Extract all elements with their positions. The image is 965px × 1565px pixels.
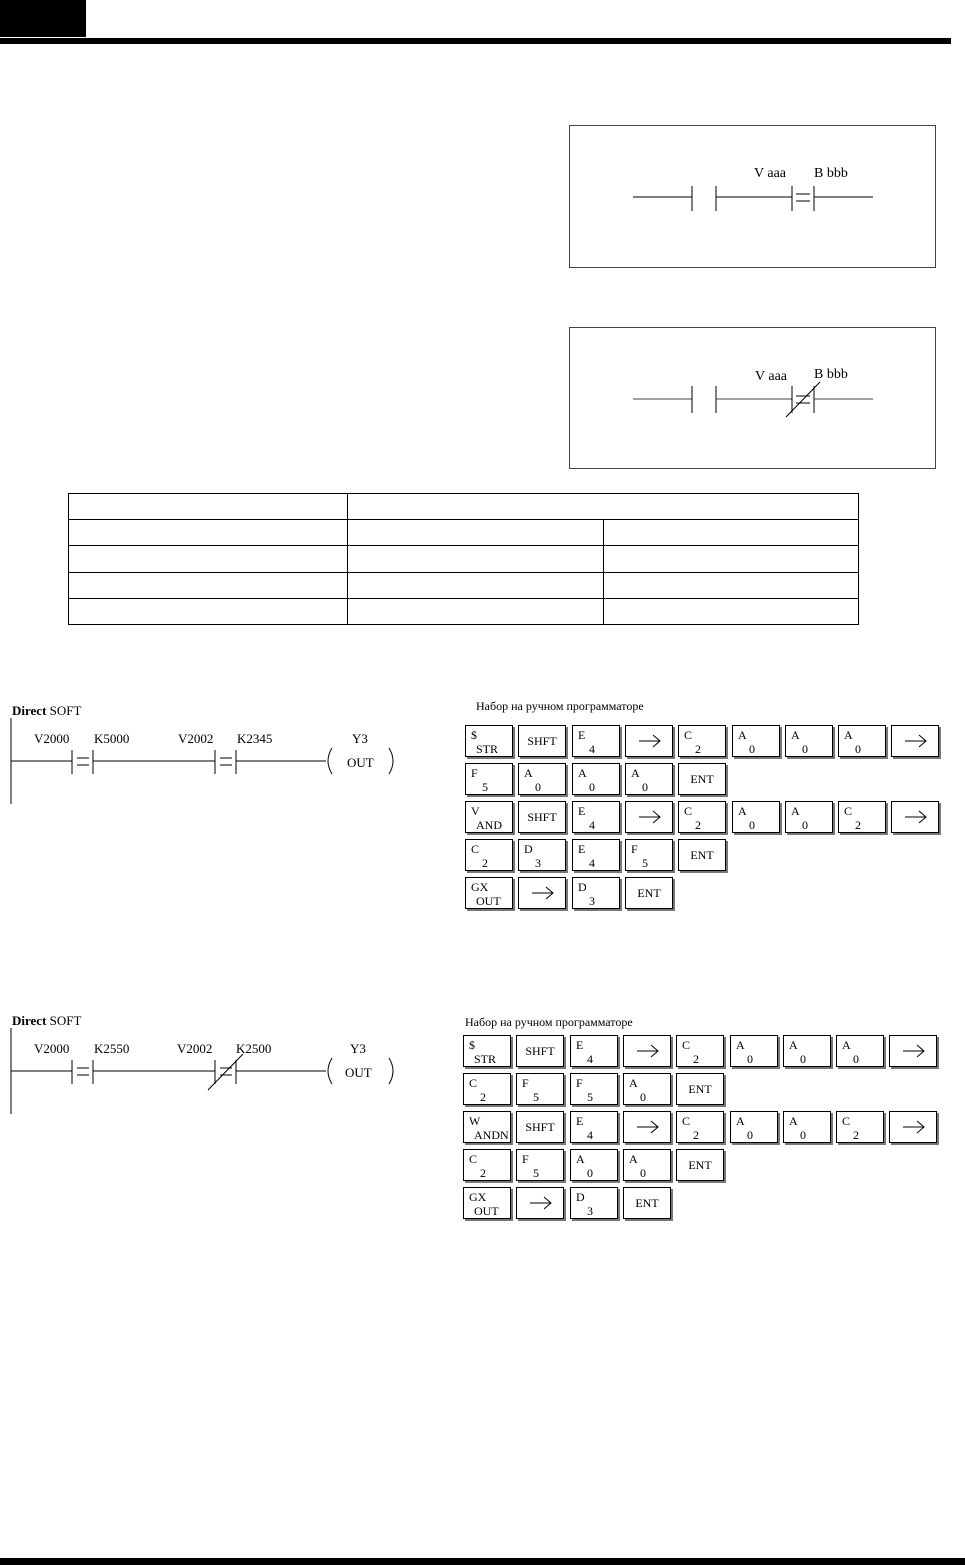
table-row (69, 546, 859, 572)
equal-b-label: B bbb (814, 166, 848, 181)
key-main-label: 0 (640, 1166, 646, 1180)
key-shift-label: GX (469, 1190, 487, 1204)
table-row (69, 520, 859, 546)
arrow-key[interactable] (625, 725, 673, 757)
equal-symbol-box (569, 125, 936, 268)
key-5[interactable] (625, 839, 673, 871)
example2-contact2-constant: K2500 (236, 1041, 272, 1056)
key-main-label: 0 (802, 742, 808, 756)
key-main-label: 3 (587, 1204, 593, 1218)
arrow-key[interactable] (623, 1035, 671, 1067)
key-4[interactable] (570, 1111, 618, 1143)
arrow-key[interactable] (891, 725, 939, 757)
key-shift-label: D (576, 1190, 585, 1204)
example2-handheld-title: Набор на ручном программаторе (465, 1015, 633, 1029)
example1-contact1-constant: K5000 (94, 731, 130, 746)
key-2[interactable] (676, 1035, 724, 1067)
key-0[interactable] (838, 725, 886, 757)
key-out[interactable] (465, 877, 513, 909)
key-main-label: STR (476, 742, 499, 756)
table-cell (69, 520, 348, 546)
key-0[interactable] (623, 1073, 671, 1105)
right-arrow-icon (904, 810, 928, 824)
key-shift-label: A (844, 728, 853, 742)
key-shift-label: E (578, 728, 586, 742)
key-main-label: 0 (642, 780, 648, 794)
key-main-label: 0 (855, 742, 861, 756)
table-cell (69, 546, 348, 572)
key-shift-label: E (576, 1038, 584, 1052)
key-main-label: 5 (642, 856, 648, 870)
key-0[interactable] (570, 1149, 618, 1181)
arrow-key[interactable] (625, 801, 673, 833)
key-ent[interactable] (676, 1149, 724, 1181)
table-cell (69, 598, 348, 624)
key-main-label: 4 (587, 1052, 593, 1066)
right-arrow-icon (531, 886, 555, 900)
equal-symbol-diagram (570, 126, 935, 267)
key-0[interactable] (572, 763, 620, 795)
right-arrow-icon (529, 1196, 553, 1210)
example1-coil-text: OUT (347, 755, 374, 770)
key-shift-label: A (738, 728, 747, 742)
key-label: ENT (635, 1196, 659, 1210)
key-2[interactable] (838, 801, 886, 833)
table-cell (604, 546, 859, 572)
key-main-label: 0 (800, 1052, 806, 1066)
key-5[interactable] (465, 763, 513, 795)
key-0[interactable] (625, 763, 673, 795)
key-str[interactable] (463, 1035, 511, 1067)
example2-coil-text: OUT (345, 1065, 372, 1080)
key-shift-label: A (576, 1152, 585, 1166)
key-0[interactable] (783, 1035, 831, 1067)
key-shift-label: D (578, 880, 587, 894)
key-shift-label: C (469, 1076, 478, 1090)
key-main-label: 2 (482, 856, 488, 870)
key-main-label: 0 (587, 1166, 593, 1180)
key-main-label: 3 (535, 856, 541, 870)
table-cell (69, 494, 348, 520)
key-shift-label: A (791, 728, 800, 742)
key-main-label: 2 (693, 1128, 699, 1142)
key-shift-label: A (738, 804, 747, 818)
key-shift-label: A (789, 1038, 798, 1052)
key-shift-label: W (469, 1114, 481, 1128)
key-2[interactable] (678, 725, 726, 757)
key-main-label: 0 (749, 818, 755, 832)
key-main-label: 2 (480, 1166, 486, 1180)
key-label: SHFT (525, 1044, 555, 1058)
key-5[interactable] (516, 1149, 564, 1181)
example2-title-soft: SOFT (49, 1013, 82, 1028)
key-4[interactable] (572, 725, 620, 757)
key-shift-label: A (842, 1038, 851, 1052)
header-tab (0, 0, 86, 37)
key-main-label: 4 (589, 818, 595, 832)
key-0[interactable] (732, 725, 780, 757)
key-out[interactable] (463, 1187, 511, 1219)
key-0[interactable] (783, 1111, 831, 1143)
example2-contact1-address: V2000 (34, 1041, 70, 1056)
key-label: ENT (688, 1082, 712, 1096)
key-shift-label: C (471, 842, 480, 856)
key-2[interactable] (836, 1111, 884, 1143)
key-main-label: ANDN (474, 1128, 509, 1142)
example2-contact2-address: V2002 (177, 1041, 213, 1056)
key-shift-label: A (789, 1114, 798, 1128)
right-arrow-icon (636, 1120, 660, 1134)
key-label: SHFT (527, 734, 557, 748)
right-arrow-icon (902, 1120, 926, 1134)
key-main-label: 0 (802, 818, 808, 832)
key-shift-label: $ (471, 728, 477, 742)
key-shift-label: A (791, 804, 800, 818)
key-label: SHFT (525, 1120, 555, 1134)
key-shift-label: A (736, 1038, 745, 1052)
example1-contact1-address: V2000 (34, 731, 70, 746)
key-shift-label: A (736, 1114, 745, 1128)
table-cell (348, 598, 604, 624)
key-str[interactable] (465, 725, 513, 757)
right-arrow-icon (904, 734, 928, 748)
right-arrow-icon (638, 734, 662, 748)
key-main-label: 3 (589, 894, 595, 908)
key-2[interactable] (676, 1111, 724, 1143)
arrow-key[interactable] (891, 801, 939, 833)
arrow-key[interactable] (516, 1187, 564, 1219)
example2-coil-address: Y3 (350, 1041, 366, 1056)
key-main-label: 0 (747, 1128, 753, 1142)
key-shift-label: E (576, 1114, 584, 1128)
key-shift-label: C (469, 1152, 478, 1166)
key-shift-label: C (682, 1114, 691, 1128)
key-shift-label: C (842, 1114, 851, 1128)
right-arrow-icon (636, 1044, 660, 1058)
key-label: ENT (688, 1158, 712, 1172)
example2-contact1-constant: K2550 (94, 1041, 130, 1056)
key-main-label: OUT (476, 894, 501, 908)
key-main-label: 0 (749, 742, 755, 756)
key-4[interactable] (570, 1035, 618, 1067)
example1-contact2-constant: K2345 (237, 731, 273, 746)
key-shift-label: A (578, 766, 587, 780)
key-shift-label: A (629, 1152, 638, 1166)
equal-v-label: V aaa (754, 166, 786, 181)
table-row (69, 572, 859, 598)
key-0[interactable] (518, 763, 566, 795)
key-shift-label: $ (469, 1038, 475, 1052)
table-row (69, 598, 859, 624)
key-main-label: 2 (855, 818, 861, 832)
key-main-label: 5 (587, 1090, 593, 1104)
key-shift-label: E (578, 842, 586, 856)
key-shift-label: V (471, 804, 480, 818)
key-3[interactable] (572, 877, 620, 909)
table-row (69, 494, 859, 520)
key-0[interactable] (785, 801, 833, 833)
key-shift-label: GX (471, 880, 489, 894)
key-main-label: 4 (587, 1128, 593, 1142)
key-shift-label: F (522, 1076, 529, 1090)
status-table (68, 493, 859, 625)
key-main-label: 2 (695, 742, 701, 756)
key-main-label: AND (476, 818, 502, 832)
arrow-key[interactable] (623, 1111, 671, 1143)
key-label: ENT (690, 848, 714, 862)
table-cell (348, 520, 604, 546)
key-shift-label: A (631, 766, 640, 780)
key-main-label: 0 (800, 1128, 806, 1142)
key-shift-label: F (471, 766, 478, 780)
key-main-label: 4 (589, 856, 595, 870)
key-label: ENT (690, 772, 714, 786)
example1-handheld-title: Набор на ручном программаторе (476, 699, 644, 713)
key-shift-label: E (578, 804, 586, 818)
not-equal-v-label: V aaa (755, 369, 787, 384)
key-5[interactable] (516, 1073, 564, 1105)
arrow-key[interactable] (889, 1111, 937, 1143)
key-4[interactable] (572, 839, 620, 871)
arrow-key[interactable] (889, 1035, 937, 1067)
key-2[interactable] (465, 839, 513, 871)
not-equal-symbol-diagram (570, 328, 935, 468)
key-main-label: 5 (533, 1166, 539, 1180)
key-0[interactable] (730, 1035, 778, 1067)
key-shift-label: C (684, 728, 693, 742)
key-2[interactable] (463, 1073, 511, 1105)
key-shft[interactable] (516, 1111, 564, 1143)
key-shift-label: A (524, 766, 533, 780)
key-shft[interactable] (518, 801, 566, 833)
table-cell (348, 572, 604, 598)
key-main-label: 5 (533, 1090, 539, 1104)
key-label: ENT (637, 886, 661, 900)
key-shift-label: F (522, 1152, 529, 1166)
key-ent[interactable] (678, 763, 726, 795)
table-cell (604, 520, 859, 546)
table-cell (348, 546, 604, 572)
arrow-key[interactable] (518, 877, 566, 909)
table-cell (69, 572, 348, 598)
footer-rule (0, 1558, 965, 1565)
key-0[interactable] (623, 1149, 671, 1181)
table-cell (604, 598, 859, 624)
key-main-label: 4 (589, 742, 595, 756)
key-2[interactable] (463, 1149, 511, 1181)
key-ent[interactable] (678, 839, 726, 871)
key-3[interactable] (518, 839, 566, 871)
table-cell (348, 494, 859, 520)
right-arrow-icon (902, 1044, 926, 1058)
key-ent[interactable] (623, 1187, 671, 1219)
key-main-label: 0 (640, 1090, 646, 1104)
key-shift-label: F (576, 1076, 583, 1090)
key-shft[interactable] (516, 1035, 564, 1067)
key-main-label: 0 (747, 1052, 753, 1066)
key-main-label: 2 (695, 818, 701, 832)
key-main-label: 5 (482, 780, 488, 794)
key-shift-label: C (684, 804, 693, 818)
key-3[interactable] (570, 1187, 618, 1219)
key-and[interactable] (465, 801, 513, 833)
example1-contact2-address: V2002 (178, 731, 214, 746)
example2-title-brand: Direct (12, 1013, 47, 1028)
key-shift-label: C (682, 1038, 691, 1052)
key-ent[interactable] (676, 1073, 724, 1105)
key-0[interactable] (785, 725, 833, 757)
key-main-label: OUT (474, 1204, 499, 1218)
key-main-label: 0 (535, 780, 541, 794)
key-main-label: 2 (693, 1052, 699, 1066)
key-0[interactable] (730, 1111, 778, 1143)
key-main-label: 0 (853, 1052, 859, 1066)
key-label: SHFT (527, 810, 557, 824)
key-0[interactable] (732, 801, 780, 833)
key-main-label: 0 (589, 780, 595, 794)
key-main-label: 2 (480, 1090, 486, 1104)
key-shift-label: A (629, 1076, 638, 1090)
key-2[interactable] (678, 801, 726, 833)
key-4[interactable] (572, 801, 620, 833)
key-main-label: STR (474, 1052, 497, 1066)
key-0[interactable] (836, 1035, 884, 1067)
key-shift-label: C (844, 804, 853, 818)
key-andn[interactable] (463, 1111, 511, 1143)
table-cell (604, 572, 859, 598)
key-ent[interactable] (625, 877, 673, 909)
not-equal-b-label: B bbb (814, 367, 848, 382)
key-main-label: 2 (853, 1128, 859, 1142)
not-equal-symbol-box (569, 327, 936, 469)
example1-coil-address: Y3 (352, 731, 368, 746)
key-shft[interactable] (518, 725, 566, 757)
header-rule (0, 38, 951, 44)
example1-title-soft: SOFT (49, 703, 82, 718)
key-5[interactable] (570, 1073, 618, 1105)
example1-title-brand: Direct (12, 703, 47, 718)
key-shift-label: D (524, 842, 533, 856)
right-arrow-icon (638, 810, 662, 824)
key-shift-label: F (631, 842, 638, 856)
